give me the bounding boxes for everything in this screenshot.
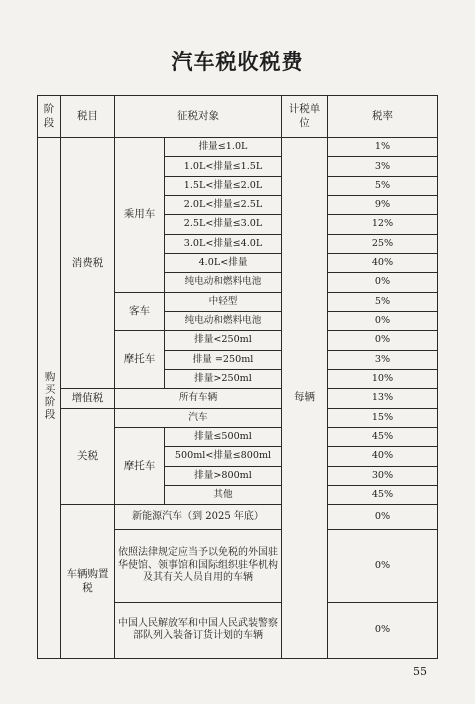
vat-cell: 增值税 — [61, 389, 115, 408]
object-cell: 排量 =250ml — [165, 350, 282, 369]
object-cell: 3.0L<排量≤4.0L — [165, 234, 282, 253]
tax-table — [37, 95, 438, 659]
rate-cell: 5% — [328, 292, 438, 311]
object-cell: 纯电动和燃料电池 — [165, 273, 282, 292]
object-cell: 所有车辆 — [115, 389, 282, 408]
object-cell: 2.0L<排量≤2.5L — [165, 195, 282, 214]
rate-cell: 10% — [328, 369, 438, 388]
rate-cell: 13% — [328, 389, 438, 408]
object-cell: 4.0L<排量 — [165, 253, 282, 272]
object-cell: 排量≤500ml — [165, 427, 282, 446]
rate-cell: 3% — [328, 350, 438, 369]
rate-cell: 12% — [328, 215, 438, 234]
rate-cell: 40% — [328, 447, 438, 466]
table-header-row — [38, 96, 438, 138]
rate-cell: 0% — [328, 602, 438, 658]
page-number: 55 — [413, 665, 427, 678]
rate-cell: 0% — [328, 529, 438, 602]
motorcycle-cell: 摩托车 — [115, 427, 165, 504]
object-cell: 其他 — [165, 485, 282, 504]
stage-cell: 购买阶段 — [38, 138, 61, 659]
object-cell: 排量<250ml — [165, 331, 282, 350]
object-cell: 1.5L<排量≤2.0L — [165, 176, 282, 195]
consumption-tax-cell: 消费税 — [61, 138, 115, 389]
object-cell: 排量≤1.0L — [165, 138, 282, 157]
purchase-tax-cell: 车辆购置税 — [61, 505, 115, 659]
table-row — [38, 389, 438, 408]
rate-cell: 45% — [328, 427, 438, 446]
rate-cell: 45% — [328, 485, 438, 504]
object-cell: 依照法律规定应当予以免税的外国驻华使馆、领事馆和国际组织驻华机构及其有关人员自用的车辆 — [115, 529, 282, 602]
rate-cell: 40% — [328, 253, 438, 272]
rate-cell: 25% — [328, 234, 438, 253]
header-unit: 计税单位 — [282, 96, 328, 138]
passenger-car-cell: 乘用车 — [115, 138, 165, 293]
header-object: 征税对象 — [115, 96, 282, 138]
rate-cell: 5% — [328, 176, 438, 195]
header-rate: 税率 — [328, 96, 438, 138]
motorcycle-cell: 摩托车 — [115, 331, 165, 389]
rate-cell: 9% — [328, 195, 438, 214]
unit-cell: 每辆 — [282, 138, 328, 659]
object-cell: 汽车 — [115, 408, 282, 427]
rate-cell: 3% — [328, 157, 438, 176]
customs-duty-cell: 关税 — [61, 408, 115, 505]
object-cell: 2.5L<排量≤3.0L — [165, 215, 282, 234]
table-row — [38, 505, 438, 529]
rate-cell: 15% — [328, 408, 438, 427]
object-cell: 纯电动和燃料电池 — [165, 311, 282, 330]
object-cell: 中轻型 — [165, 292, 282, 311]
header-stage: 阶段 — [38, 96, 61, 138]
rate-cell: 0% — [328, 273, 438, 292]
object-cell: 新能源汽车（到 2025 年底） — [115, 505, 282, 529]
rate-cell: 1% — [328, 138, 438, 157]
table-row — [38, 138, 438, 157]
object-cell: 1.0L<排量≤1.5L — [165, 157, 282, 176]
rate-cell: 0% — [328, 331, 438, 350]
rate-cell: 0% — [328, 311, 438, 330]
rate-cell: 30% — [328, 466, 438, 485]
table-row — [38, 408, 438, 427]
object-cell: 500ml<排量≤800ml — [165, 447, 282, 466]
bus-cell: 客车 — [115, 292, 165, 331]
page-title: 汽车税收税费 — [171, 49, 304, 74]
object-cell: 排量>800ml — [165, 466, 282, 485]
object-cell: 排量>250ml — [165, 369, 282, 388]
header-tax-item: 税目 — [61, 96, 115, 138]
object-cell: 中国人民解放军和中国人民武装警察部队列入装备订货计划的车辆 — [115, 602, 282, 658]
rate-cell: 0% — [328, 505, 438, 529]
